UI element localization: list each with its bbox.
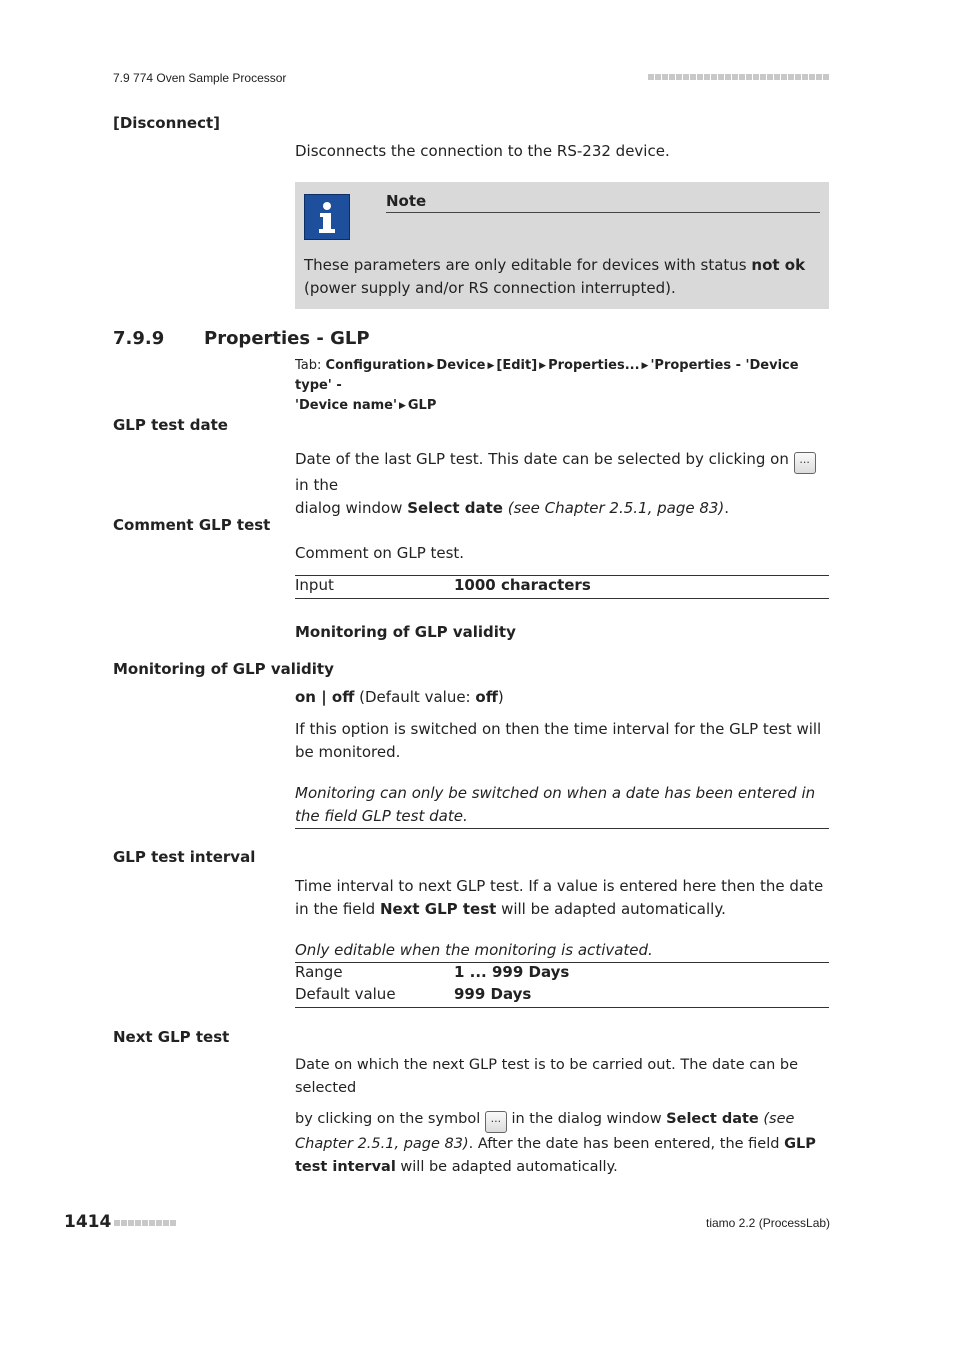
glp-test-date-description: Date of the last GLP test. This date can be selected by clicking on ... in the dialog window Select date (see Chapter 2.5.1, page 83). <box>295 448 829 520</box>
page-number: 1414 <box>64 1212 112 1232</box>
note-title: Note <box>386 192 820 213</box>
ellipsis-button-icon: ... <box>794 452 816 474</box>
disconnect-heading: [Disconnect] <box>113 114 221 132</box>
glp-test-date-heading: GLP test date <box>113 416 228 434</box>
tab-path: Tab: Configuration ▶ Device ▶ [Edit] ▶ Properties... ▶ 'Properties - 'Device type' - 'Device name' ▶ GLP <box>295 358 799 413</box>
ellipsis-button-icon: ... <box>485 1111 507 1133</box>
range-value: 1 ... 999 Days <box>454 963 570 981</box>
note-text: These parameters are only editable for devices with status not ok (power supply and/or RS connection interrupted). <box>304 256 806 297</box>
glp-test-interval-description: Time interval to next GLP test. If a value is entered here then the date in the field Next GLP test will be adapted automatically. <box>295 877 824 918</box>
range-label: Range <box>295 963 343 981</box>
glp-test-interval-heading: GLP test interval <box>113 848 256 866</box>
running-header: 7.9 774 Oven Sample Processor <box>113 71 287 85</box>
comment-glp-heading: Comment GLP test <box>113 516 271 534</box>
section-title: Properties - GLP <box>204 328 370 349</box>
input-value: 1000 characters <box>454 576 591 594</box>
disconnect-description: Disconnects the connection to the RS-232 device. <box>295 142 670 160</box>
interval-note: Only editable when the monitoring is activated. <box>295 941 653 959</box>
table-rule <box>295 828 829 829</box>
table-rule <box>295 598 829 599</box>
next-glp-test-description: Date on which the next GLP test is to be carried out. The date can be selected by clicking on the symbol ... in the dialog window Select date (see Chapter 2.5.1, page 83). After the date has been entered, the field GLP test interval will be adapted automatically. <box>295 1057 816 1175</box>
next-glp-test-heading: Next GLP test <box>113 1028 230 1046</box>
section-number: 7.9.9 <box>113 328 165 349</box>
default-value-value: 999 Days <box>454 985 532 1003</box>
product-name: tiamo 2.2 (ProcessLab) <box>706 1216 831 1230</box>
input-label: Input <box>295 576 334 594</box>
monitoring-note: Monitoring can only be switched on when a date has been entered in the field GLP test date. <box>295 784 816 825</box>
comment-glp-description: Comment on GLP test. <box>295 544 465 562</box>
info-icon <box>304 194 350 240</box>
header-decoration <box>648 74 829 82</box>
table-rule <box>295 1007 829 1008</box>
monitoring-heading: Monitoring of GLP validity <box>113 660 334 678</box>
monitoring-description: If this option is switched on then the time interval for the GLP test will be monitored. <box>295 720 822 761</box>
default-value-label: Default value <box>295 985 396 1003</box>
monitoring-options: on | off (Default value: off) <box>295 688 504 706</box>
footer-decoration <box>114 1220 176 1226</box>
monitoring-subheading: Monitoring of GLP validity <box>295 623 516 641</box>
